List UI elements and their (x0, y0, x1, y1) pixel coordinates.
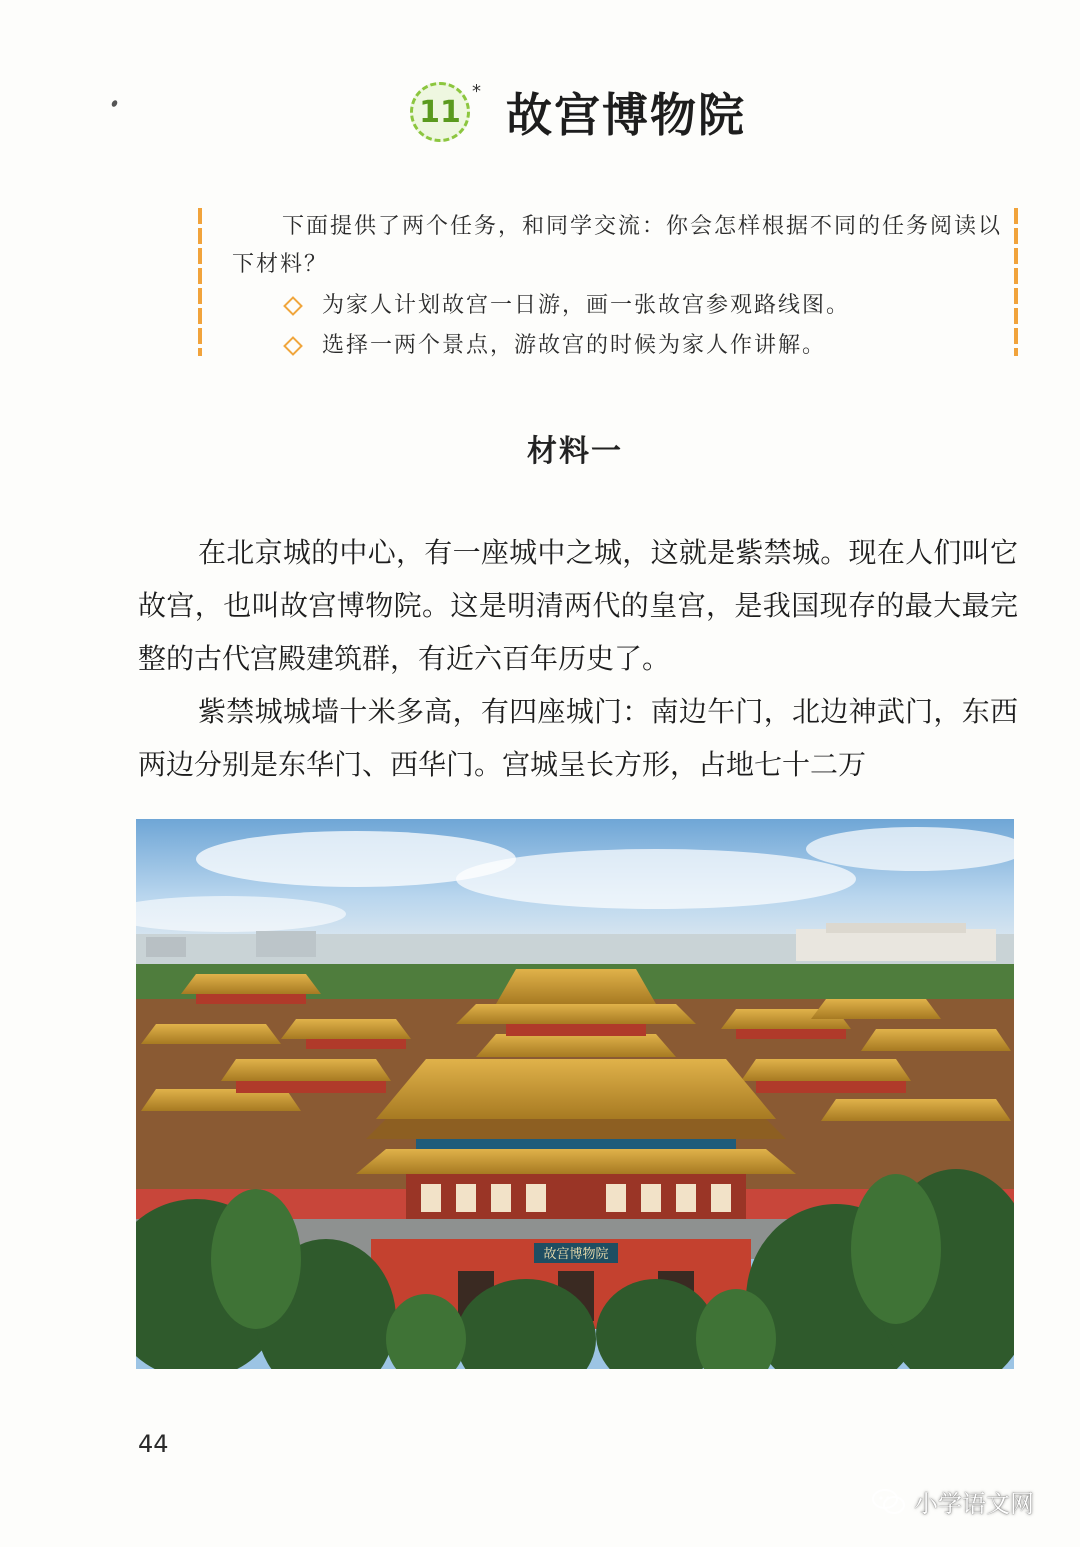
diamond-bullet-icon (283, 296, 303, 316)
task-item-text: 为家人计划故宫一日游，画一张故宫参观路线图。 (322, 293, 851, 318)
body-paragraph: 紫禁城城墙十米多高，有四座城门：南边午门，北边神武门，东西两边分别是东华门、西华门。宫城呈长方形，占地七十二万 (138, 695, 1018, 781)
lesson-number-badge (410, 81, 481, 142)
photo-plaque-text: 故宫博物院 (543, 1247, 609, 1262)
body-text (138, 526, 1018, 791)
wechat-icon (872, 1488, 906, 1516)
diamond-bullet-icon (283, 336, 303, 356)
task-box-left-border (198, 208, 202, 356)
task-item (282, 286, 850, 326)
section-heading: 材料一 (527, 434, 623, 469)
watermark (872, 1484, 1034, 1519)
forbidden-city-photo (136, 819, 1014, 1369)
forbidden-city-illustration (136, 819, 1014, 1369)
lesson-title-row (410, 72, 746, 152)
task-box (198, 208, 1018, 356)
page-number: 44 (138, 1430, 169, 1458)
lesson-title: 故宫博物院 (506, 88, 746, 142)
task-item (282, 326, 850, 366)
body-paragraph: 在北京城的中心，有一座城中之城，这就是紫禁城。现在人们叫它故宫，也叫故宫博物院。这是明清两代的皇宫，是我国现存的最大最完整的古代宫殿建筑群，有近六百年历史了。 (138, 536, 1018, 675)
watermark-text: 小学语文网 (914, 1490, 1034, 1518)
lesson-marker: * (472, 81, 481, 102)
task-box-right-border (1014, 208, 1018, 356)
task-intro: 下面提供了两个任务，和同学交流：你会怎样根据不同的任务阅读以下材料？ (232, 214, 1003, 277)
print-speck (111, 99, 119, 108)
lesson-number: 11 (419, 94, 461, 130)
task-item-text: 选择一两个景点，游故宫的时候为家人作讲解。 (322, 333, 827, 358)
task-list (282, 286, 850, 366)
